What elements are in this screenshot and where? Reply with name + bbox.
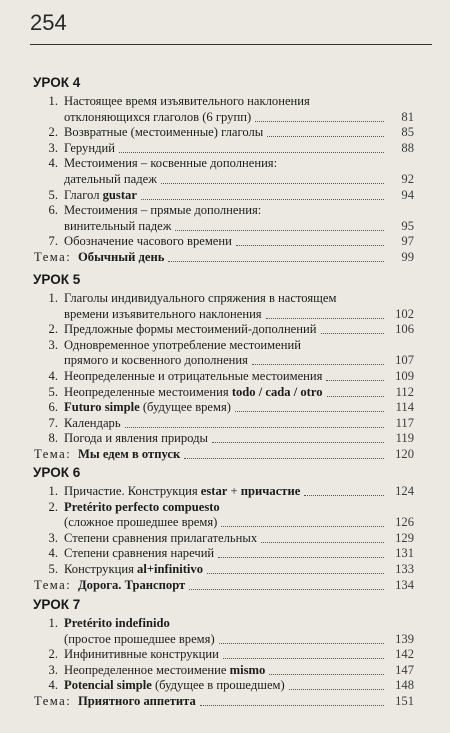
page-ref: 109 (395, 369, 414, 383)
entry-text-bold: Pretérito perfecto compuesto (64, 499, 220, 514)
entry-text-bold: Futuro simple (64, 400, 140, 415)
toc-entry (0, 384, 450, 400)
dot-leader (236, 245, 384, 246)
entry-text-bold: Potencial simple (64, 678, 152, 693)
dot-leader (326, 380, 384, 381)
toc-entry (0, 218, 450, 234)
entry-text: времени изъявительного наклонения (64, 306, 262, 321)
page-ref: 129 (395, 530, 414, 545)
entry-text: Погода и явления природы (64, 431, 208, 446)
theme-entry (0, 249, 450, 265)
dot-leader (269, 674, 384, 675)
entry-text-part: Глагол (64, 187, 103, 202)
page-ref: 112 (395, 384, 414, 399)
entry-number: 6. (48, 400, 58, 415)
page-ref: 124 (395, 484, 414, 498)
page-ref: 88 (401, 140, 414, 155)
entry-text: Степени сравнения прилагательных (64, 530, 258, 545)
page-ref: 142 (395, 647, 414, 662)
theme-entry (0, 693, 450, 709)
theme-title: Мы едем в отпуск (78, 447, 181, 461)
entry-number: 3. (48, 337, 58, 352)
toc-entry (0, 514, 450, 530)
entry-text-bold: причастие (240, 484, 301, 498)
theme-label: Тема: (34, 694, 72, 708)
page-ref: 94 (401, 187, 414, 202)
dot-leader (219, 643, 384, 644)
entry-text-bold: gustar (102, 187, 137, 202)
page-ref: 107 (395, 353, 414, 368)
dot-leader (189, 589, 384, 590)
entry-text: Предложные формы местоимений-дополнений (64, 322, 317, 337)
page-ref: 147 (395, 662, 414, 677)
page-ref: 119 (395, 431, 414, 446)
page-ref: 134 (395, 577, 414, 592)
entry-text: Герундий (64, 140, 115, 155)
toc-entry (0, 124, 450, 140)
entry-number: 1. (48, 94, 58, 108)
dot-leader (261, 542, 384, 543)
page-ref: 148 (395, 678, 414, 693)
toc-entry (0, 187, 450, 203)
entry-text: Инфинитивные конструкции (64, 647, 219, 662)
toc-entry (0, 430, 450, 446)
toc-entry (0, 530, 450, 546)
dot-leader (289, 689, 384, 690)
dot-leader (255, 121, 384, 122)
page-ref: 117 (395, 415, 414, 430)
theme-title: Обычный день (78, 250, 165, 264)
theme-title: Приятного аппетита (78, 694, 196, 708)
page-ref: 151 (395, 694, 414, 708)
entry-text-part: Причастие. Конструкция (64, 484, 201, 498)
theme-label: Тема: (34, 447, 72, 461)
toc-entry (0, 662, 450, 678)
page-ref: 131 (395, 546, 414, 561)
entry-text (64, 677, 285, 693)
entry-text: Настоящее время изъявительного наклонения (64, 94, 310, 108)
dot-leader (218, 557, 384, 558)
entry-text: Местоимения – прямые дополнения: (64, 203, 262, 218)
entry-text-bold: estar (200, 484, 228, 498)
entry-number: 5. (48, 562, 58, 576)
entry-text: (простое прошедшее время) (64, 631, 215, 646)
page-ref: 126 (395, 515, 414, 530)
toc-entry (0, 615, 450, 631)
toc-entry (0, 415, 450, 431)
entry-text: Степени сравнения наречий (64, 546, 215, 561)
entry-number: 2. (48, 322, 58, 337)
page-ref: 120 (395, 447, 414, 461)
entry-text (64, 662, 265, 678)
dot-leader (184, 458, 384, 459)
toc-entry (0, 290, 450, 306)
page-ref: 114 (395, 400, 414, 415)
dot-leader (212, 442, 384, 443)
entry-number: 8. (48, 431, 58, 446)
dot-leader (252, 364, 384, 365)
page-ref: 133 (395, 562, 414, 576)
entry-number: 1. (48, 616, 58, 630)
entry-text-part: Неопределенные местоимения (64, 384, 232, 399)
page-ref: 139 (395, 631, 414, 646)
entry-number: 2. (48, 647, 58, 662)
toc-entry (0, 109, 450, 125)
entry-text (64, 399, 231, 415)
dot-leader (119, 152, 384, 153)
toc-entry (0, 677, 450, 693)
dot-leader (207, 573, 384, 574)
page-ref: 92 (401, 172, 414, 186)
dot-leader (321, 333, 385, 334)
entry-number: 3. (48, 662, 58, 677)
entry-text-bold: al+infinitivo (137, 562, 203, 576)
page-ref: 97 (401, 234, 414, 249)
dot-leader (304, 495, 384, 496)
lesson-title: УРОК 4 (33, 75, 81, 90)
dot-leader (200, 705, 384, 706)
dot-leader (267, 136, 384, 137)
entry-text: (сложное прошедшее время) (64, 515, 218, 530)
entry-number: 4. (48, 546, 58, 561)
toc-entry (0, 337, 450, 353)
page-number: 254 (30, 10, 67, 35)
dot-leader (125, 427, 384, 428)
theme-label: Тема: (34, 250, 72, 264)
entry-text: винительный падеж (64, 218, 172, 233)
dot-leader (266, 318, 384, 319)
lesson-title: УРОК 7 (33, 597, 81, 612)
theme-title: Дорога. Транспорт (78, 577, 186, 592)
entry-text-part: + (227, 484, 241, 498)
page-ref: 81 (401, 109, 414, 124)
toc-entry (0, 171, 450, 187)
toc-entry (0, 399, 450, 415)
toc-entry (0, 321, 450, 337)
entry-number: 3. (48, 530, 58, 545)
entry-number: 5. (48, 384, 58, 399)
toc-entry (0, 483, 450, 499)
dot-leader (235, 411, 384, 412)
entry-number: 5. (48, 187, 58, 202)
dot-leader (175, 230, 384, 231)
page-ref: 95 (401, 218, 414, 233)
toc-entry (0, 352, 450, 368)
entry-text: Одновременное употребление местоимений (64, 337, 301, 352)
entry-text: дательный падеж (64, 172, 157, 186)
toc-entry (0, 631, 450, 647)
toc-entry (0, 499, 450, 515)
header-rule (30, 44, 432, 45)
toc-entry (0, 140, 450, 156)
entry-number: 2. (48, 125, 58, 140)
entry-text-bold: Pretérito indefinido (64, 616, 170, 630)
dot-leader (168, 261, 384, 262)
entry-number: 1. (48, 291, 58, 305)
entry-text: Глаголы индивидуального спряжения в настоящем (64, 291, 337, 305)
page-ref: 85 (401, 125, 414, 140)
entry-text (64, 499, 220, 515)
page-ref: 99 (401, 250, 414, 264)
toc-entry (0, 545, 450, 561)
toc-entry (0, 646, 450, 662)
entry-text: Обозначение часового времени (64, 234, 232, 249)
entry-number: 1. (48, 484, 58, 498)
entry-text-bold: mismo (229, 662, 266, 677)
toc-entry (0, 233, 450, 249)
toc-entry (0, 155, 450, 171)
entry-number: 4. (48, 678, 58, 693)
entry-number: 7. (48, 234, 58, 249)
lesson-title: УРОК 5 (33, 272, 81, 287)
entry-text: Календарь (64, 415, 121, 430)
entry-text-part: Неопределенное местоимение (64, 662, 230, 677)
entry-number: 2. (48, 499, 58, 514)
lesson-title: УРОК 6 (33, 465, 81, 480)
entry-text (64, 615, 170, 631)
toc-entry (0, 306, 450, 322)
entry-text-part: (будущее в прошедшем) (151, 678, 285, 693)
entry-number: 3. (48, 140, 58, 155)
page-ref: 106 (395, 322, 414, 337)
dot-leader (161, 183, 384, 184)
entry-text (64, 187, 137, 203)
toc-entry (0, 561, 450, 577)
entry-number: 7. (48, 415, 58, 430)
entry-text (64, 384, 323, 400)
entry-text-part: Конструкция (64, 562, 138, 576)
entry-text: Местоимения – косвенные дополнения: (64, 156, 278, 171)
theme-entry (0, 577, 450, 593)
entry-text (64, 483, 300, 499)
entry-number: 4. (48, 369, 58, 383)
toc-entry (0, 368, 450, 384)
theme-label: Тема: (34, 577, 72, 592)
entry-text: Возвратные (местоименные) глаголы (64, 125, 264, 140)
entry-number: 4. (48, 156, 58, 171)
theme-entry (0, 446, 450, 462)
entry-number: 6. (48, 203, 58, 218)
dot-leader (327, 396, 384, 397)
dot-leader (221, 526, 384, 527)
entry-text-part: (будущее время) (139, 400, 231, 415)
entry-text-bold: todo / cada / otro (231, 384, 323, 399)
entry-text (64, 561, 203, 577)
dot-leader (223, 658, 384, 659)
entry-text: отклоняющихся глаголов (6 групп) (64, 109, 252, 124)
toc-entry (0, 93, 450, 109)
entry-text: Неопределенные и отрицательные местоимения (64, 369, 323, 383)
dot-leader (141, 199, 384, 200)
page-ref: 102 (395, 306, 414, 321)
entry-text: прямого и косвенного дополнения (64, 353, 248, 368)
toc-entry (0, 202, 450, 218)
